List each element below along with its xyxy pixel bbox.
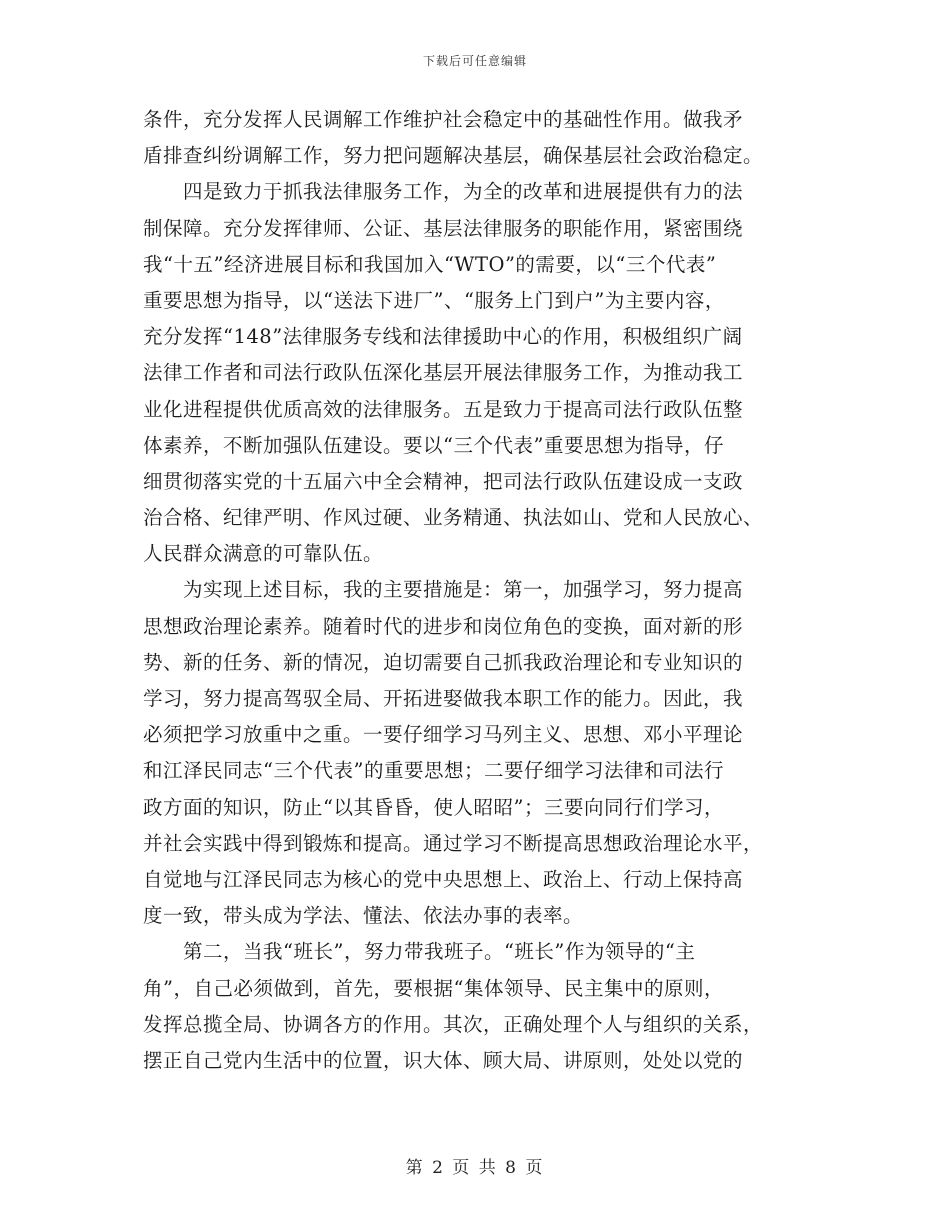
text-line: 治合格、纪律严明、作风过硬、业务精通、执法如山、党和人民放心、 bbox=[143, 506, 764, 530]
body-text bbox=[143, 102, 811, 1079]
text-line: 并社会实践中得到锻炼和提高。通过学习不断提高思想政治理论水平， bbox=[143, 831, 764, 855]
text-line: 学习，努力提高驾驭全局、开拓进娶做我本职工作的能力。因此，我 bbox=[143, 687, 744, 710]
text-line: 发挥总揽全局、协调各方的作用。其次，正确处理个人与组织的关系， bbox=[143, 1012, 764, 1036]
text-line: 思想政治理论素养。随着时代的进步和岗位角色的变换，面对新的形 bbox=[143, 614, 744, 638]
text-line: 业化进程提供优质高效的法律服务。五是致力于提高司法行政队伍整 bbox=[143, 397, 744, 421]
header-note: 下载后可任意编辑 bbox=[422, 54, 527, 68]
text-line: 度一致，带头成为学法、懂法、依法办事的表率。 bbox=[143, 904, 584, 928]
page-number: 第 2 页 共 8 页 bbox=[405, 1158, 545, 1178]
text-line: 盾排查纠纷调解工作，努力把问题解决基层，确保基层社会政治稳定。 bbox=[143, 144, 764, 168]
text-line: 势、新的任务、新的情况，迫切需要自己抓我政治理论和专业知识的 bbox=[143, 650, 744, 674]
text-line: 必须把学习放重中之重。一要仔细学习马列主义、思想、邓小平理论 bbox=[143, 723, 744, 747]
text-line: 充分发挥“148”法律服务专线和法律援助中心的作用，积极组织广阔 bbox=[143, 325, 743, 349]
text-line: 我“十五”经济进展目标和我国加入“WTO”的需要，以“三个代表” bbox=[143, 252, 717, 276]
text-line: 体素养，不断加强队伍建设。要以“三个代表”重要思想为指导，仔 bbox=[143, 433, 724, 457]
text-line: 细贯彻落实党的十五届六中全会精神，把司法行政队伍建设成一支政 bbox=[143, 469, 744, 493]
text-line: 为实现上述目标，我的主要措施是：第一，加强学习，努力提高 bbox=[143, 578, 744, 602]
text-line: 法律工作者和司法行政队伍深化基层开展法律服务工作，为推动我工 bbox=[143, 361, 744, 385]
text-line: 制保障。充分发挥律师、公证、基层法律服务的职能作用，紧密围绕 bbox=[143, 216, 744, 240]
text-line: 自觉地与江泽民同志为核心的党中央思想上、政治上、行动上保持高 bbox=[143, 867, 744, 891]
text-line: 角”，自己必须做到，首先，要根据“集体领导、民主集中的原则， bbox=[143, 976, 724, 1000]
text-line: 第二，当我“班长”，努力带我班子。“班长”作为领导的“主 bbox=[143, 940, 696, 964]
text-line: 摆正自己党内生活中的位置，识大体、顾大局、讲原则，处处以党的 bbox=[143, 1048, 744, 1072]
text-line: 四是致力于抓我法律服务工作，为全的改革和进展提供有力的法 bbox=[143, 180, 744, 204]
text-line: 政方面的知识，防止“以其昏昏，使人昭昭”；三要向同行们学习， bbox=[143, 795, 724, 819]
text-line: 和江泽民同志“三个代表”的重要思想；二要仔细学习法律和司法行 bbox=[143, 759, 724, 783]
text-line: 条件，充分发挥人民调解工作维护社会稳定中的基础性作用。做我矛 bbox=[143, 108, 744, 131]
text-line: 人民群众满意的可靠队伍。 bbox=[143, 542, 384, 566]
text-line: 重要思想为指导，以“送法下进厂”、“服务上门到户”为主要内容， bbox=[143, 288, 725, 312]
